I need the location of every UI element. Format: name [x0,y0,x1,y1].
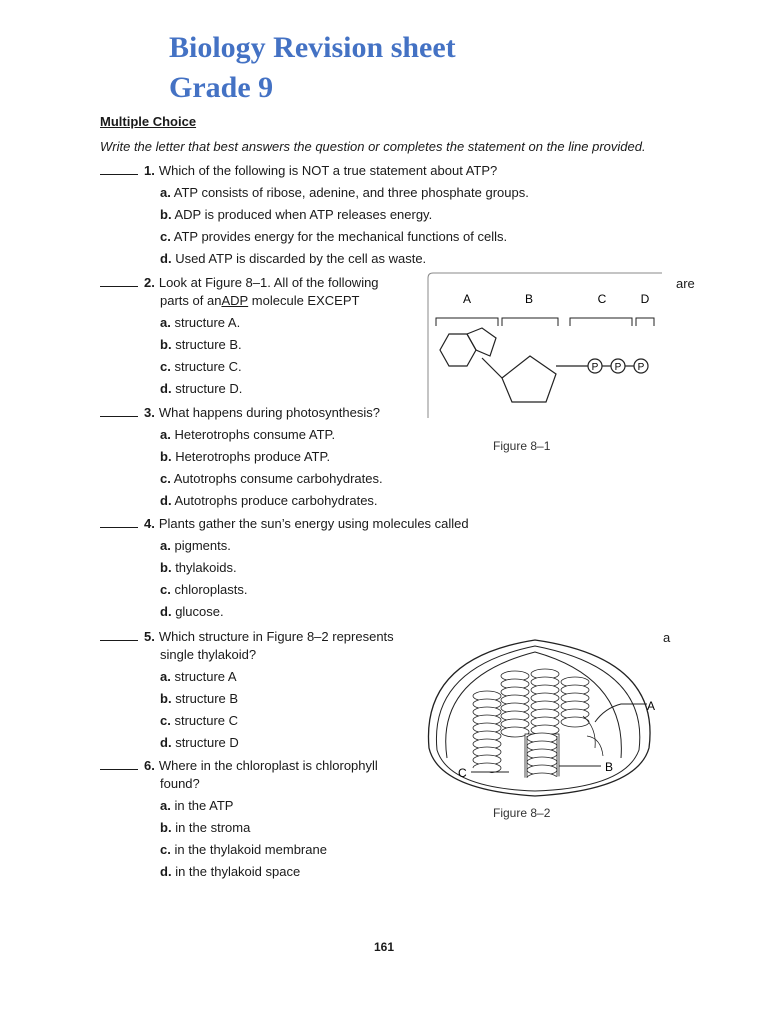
choice-a: a. ATP consists of ribose, adenine, and three phosphate groups. [160,185,529,200]
figure-8-1-caption: Figure 8–1 [493,439,551,453]
choice-d: d. structure D. [160,381,243,396]
question-4 [100,515,469,623]
choice-c: c. chloroplasts. [160,582,248,597]
choice-a: a. pigments. [160,538,231,553]
choice-b: b. thylakoids. [160,560,237,575]
choice-a: a. structure A. [160,315,241,330]
choice-b: b. structure B. [160,337,242,352]
section-heading: Multiple Choice [100,114,197,129]
page-title: Biology Revision sheet [169,31,456,64]
instructions: Write the letter that best answers the question or completes the statement on the line provided. [100,139,646,154]
choice-d: d. in the thylakoid space [160,864,301,879]
choice-d: d. glucose. [160,604,224,619]
adenine-ring [440,328,496,366]
question-5 [100,628,430,754]
question-stem-line2: single thylakoid? [160,647,257,662]
phosphate-label: P [614,362,622,373]
label-a: A [647,699,656,713]
underlined-term: ADP [221,293,249,308]
bond-adenine-ribose [482,358,502,378]
question-1 [100,162,529,270]
label-b: B [605,760,614,774]
choice-b: b. in the stroma [160,820,251,835]
choice-b: b. ADP is produced when ATP releases energy. [160,207,433,222]
granum-left [473,691,501,773]
question-3 [100,404,430,512]
leader-a [595,704,647,722]
question-6 [100,757,430,883]
bracket-c [570,318,632,326]
question-number: 3. [144,405,155,420]
question-stem-line2: found? [160,776,200,791]
choice-d: d. Autotrophs produce carbohydrates. [160,493,378,508]
question-stem: Which of the following is NOT a true statement about ATP? [158,163,498,178]
question-stem: Look at Figure 8–1. All of the following [158,275,379,290]
granum-right [531,669,559,735]
answer-blank-4[interactable] [100,515,138,528]
choice-a: a. in the ATP [160,798,234,813]
choice-c: c. structure C. [160,359,242,374]
granum-cutaway [525,733,559,792]
question-number: 2. [144,275,155,290]
label-c: C [597,292,607,306]
question-stem-line2-pre: parts of an [160,293,222,308]
page-subtitle: Grade 9 [169,71,274,104]
stray-word-a: a [663,630,671,645]
answer-blank-3[interactable] [100,404,138,417]
label-b: B [524,292,534,306]
answer-blank-5[interactable] [100,628,138,641]
question-stem: Plants gather the sun’s energy using molecules called [158,516,469,531]
phosphate-groups [588,359,648,373]
question-number: 4. [144,516,155,531]
question-number: 1. [144,163,155,178]
question-2 [100,274,430,400]
choice-b: b. Heterotrophs produce ATP. [160,449,331,464]
question-stem: Which structure in Figure 8–2 represents [158,629,394,644]
question-number: 5. [144,629,155,644]
answer-blank-6[interactable] [100,757,138,770]
granum-mid [501,671,529,737]
bracket-b [502,318,558,326]
choice-c: c. structure C [160,713,239,728]
answer-blank-1[interactable] [100,162,138,175]
choice-a: a. Heterotrophs consume ATP. [160,427,336,442]
stray-word-are: are [676,276,695,291]
phosphate-label: P [591,362,599,373]
choice-c: c. in the thylakoid membrane [160,842,327,857]
choice-c: c. Autotrophs consume carbohydrates. [160,471,383,486]
choice-d: d. structure D [160,735,239,750]
label-d: D [640,292,650,306]
question-stem: Where in the chloroplast is chlorophyll [158,758,378,773]
brackets [436,318,654,326]
granum-far-right [561,677,589,727]
bracket-a [436,318,498,326]
figure-8-2-caption: Figure 8–2 [493,806,551,820]
label-c: C [458,766,467,780]
page-number: 161 [373,940,395,954]
figure-8-1-diagram [420,268,670,424]
choice-a: a. structure A [160,669,237,684]
question-stem-line2-post: molecule EXCEPT [248,293,360,308]
figure-8-2-diagram [425,638,665,798]
choice-c: c. ATP provides energy for the mechanical functions of cells. [160,229,508,244]
choice-b: b. structure B [160,691,239,706]
phosphate-label: P [637,362,645,373]
answer-blank-2[interactable] [100,274,138,287]
choice-d: d. Used ATP is discarded by the cell as waste. [160,251,427,266]
question-number: 6. [144,758,155,773]
label-a: A [462,292,472,306]
question-stem: What happens during photosynthesis? [158,405,380,420]
ribose-ring [502,356,556,402]
bracket-d [636,318,654,326]
grana [473,669,603,792]
